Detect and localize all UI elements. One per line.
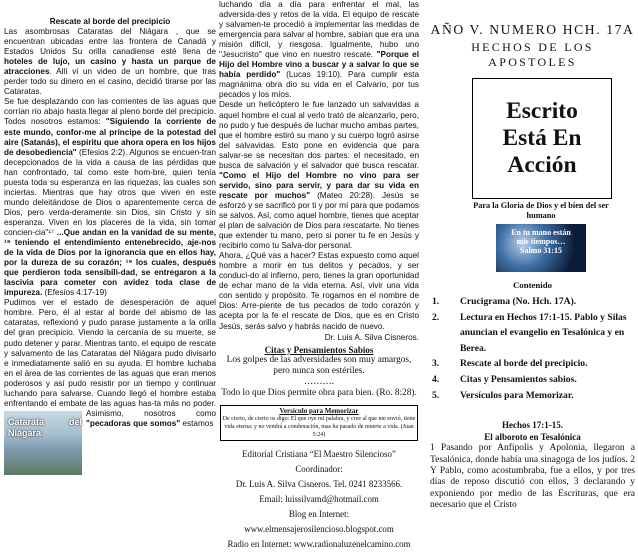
memory-verse-box xyxy=(220,405,418,441)
contact-editorial: Editorial Cristiana “El Maestro Silencioso” Coordinador: xyxy=(242,448,396,474)
left-paragraph-2 xyxy=(4,97,216,298)
middle-paragraph-3: Ahora, ¿Qué vas a hacer? Estas expuesto como aquel hombre a morir en tus delitos y pecados, y ser conduci-do al infierno, pero, tienes la gran oportunidad de echar mano de la vida eterna. Así, vivir una vida con sentido y propósito. Te rogamos en el nombre de Dios: Arre-piente de tus pecados de todo corazón y acepta por la fe el rescate de Dios, que es en Cristo Jesús, serás salvo y habrás nacido de nuevo. xyxy=(219,251,419,331)
left-column xyxy=(4,0,216,475)
toc-number: 1. xyxy=(432,296,440,307)
brand-line: Acción xyxy=(507,152,577,178)
left-paragraph-1 xyxy=(4,27,216,97)
toc-number: 2. xyxy=(432,311,440,323)
toc-text: Rescate al borde del precipicio. xyxy=(460,358,588,370)
acts-ref: Hechos 17:1-15. xyxy=(502,420,563,431)
brand-line: Escrito xyxy=(506,98,578,124)
psalm-photo xyxy=(496,224,586,272)
text-run: (Lucas 19:10). Para cumplir esta magnánima obra dio su vida en el Calvario, por tus pecados y los míos. xyxy=(219,70,419,100)
contact-blog: Blog en Internet: www.elmensajerosilencioso.blogspot.com xyxy=(244,509,394,535)
contact-coordinator: Dr. Luis A. Silva Cisneros. Tel. 0241 8233566. xyxy=(235,478,403,489)
toc-number: 4. xyxy=(432,373,440,385)
left-paragraph-3 xyxy=(4,298,216,438)
quote-separator: ………. xyxy=(303,376,335,387)
memory-verse-title: Versículo para Memorizar xyxy=(279,406,359,415)
text-run: . Allí vi un video de un hombre, que tras perder todo su dinero en el casino, decidió tirarse por las Cataratas. xyxy=(4,67,216,97)
bold-run: hoteles de lujo, un casino y hasta un parque de atracciones xyxy=(4,57,216,77)
article-title: Rescate al borde del precipicio xyxy=(49,17,171,26)
photo-text: En tu mano están xyxy=(511,228,571,237)
publication-brand xyxy=(472,78,612,199)
text-run: estamos xyxy=(180,418,214,428)
text-run: (Efesios 4:17-19) xyxy=(42,288,107,298)
text-run: (Efesios 2:2). Algunos se encuen-tran decepcionados de la vida a causa de las pérdidas que han confrontado, tal como este hom-bre, quien tenía puesta toda su esperanza en las riquezas, las cuales son inciertas. Mientras que hay otros que viven en este mundo deleitándose de Dios o aparentemente cerca de Dios, pero verda-deramente sin Dios, sin Cristo y sin esperanza. Viven en los placeres de la vida, sin tomar concien-cia"¹⁷ xyxy=(4,147,216,237)
acts-reference xyxy=(430,419,635,443)
issue-book: HECHOS DE LOS APOSTOLES xyxy=(471,40,594,69)
brand-line: Está En xyxy=(502,125,582,151)
text-run: Desde un helicóptero le fue lanzado un salvavidas a aquel hombre el cual al verlo trató de alcanzarlo, pero, no pudo y fue después de luchar mucho ambas partes, que el hombre estiró su mano y su cuerpo logró asirse del salvavidas. Esto pone en evidencia que para salvar-se se necesitan dos partes: el necesitado, en busca de salvación y el salvador que busca rescatar. xyxy=(219,100,419,170)
quotes-title: Citas y Pensamientos Sabios xyxy=(264,344,374,355)
text-run: (Mateo 20:28). Jesús se esforzó y se sacrificó por ti y por mí para que podamos se salvos. Así, como aquel hombre, tienes que aceptar el plan de salvación de Dios para rescatarte. No tienes que extender tu mano, pero si poner tu fe en Jesús y recibirlo como tu Salva-dor personal. xyxy=(219,190,419,251)
toc-text: Citas y Pensamientos sabios. xyxy=(460,373,577,385)
photo-text: mis tiempos… xyxy=(516,237,566,246)
toc-item xyxy=(432,310,635,357)
photo-text: Salmo 31:15 xyxy=(520,246,562,255)
middle-paragraph-1 xyxy=(219,0,419,100)
toc-text: Crucigrama (No. Hch. 17A). xyxy=(460,296,577,307)
memory-verse-text: De cierto, de cierto os digo: El que oye mi palabra, y cree al que me envió, tiene vida eterna; y no vendrá a condenación, mas ha pasado de muerte a vida. (Juan 5:24) xyxy=(222,415,416,438)
text-run: Se fue desplazando con las corrientes de las aguas que corrían río abajo hasta llegar al pleno borde del precipicio. Todos nosotros estamos: xyxy=(4,97,216,127)
toc-number: 3. xyxy=(432,358,440,370)
tagline: Para la Gloria de Dios y el bien del ser humano xyxy=(473,201,609,220)
contact-email: Email: luissilvamd@hotmail.com xyxy=(259,493,379,504)
text-run: Las asombrosas Cataratas del Niágara , que se encuentran ubicadas entre las frontera de Canadá y Estados Unidos Su orilla canadiense esté llena de xyxy=(4,27,216,57)
middle-column xyxy=(219,0,419,552)
text-run: luchando día a día para enfrentar el mal, las adversida-des y retos de la vida. El equipo de rescate y salvamen-te procedió a implementar las medidas de emergencia para salvar al hombre, sabían que era una misión difícil, y riesgosa. Igualmente, hubo uno "Jesucristo" que vino en nuestro rescate. xyxy=(219,0,419,60)
bold-run: "Siguiendo la corriente de este mundo, confor-me al príncipe de la potestad del aire (Satanás), el espíritu que ahora opera en los hijos de desobediencia" xyxy=(4,117,216,157)
author-signature: Dr. Luis A. Silva Cisneros. xyxy=(324,332,419,342)
bold-run: "Como el Hijo del Hombre no vino para ser servido, sino para servir, y para dar su vida en rescate por muchos" xyxy=(219,170,419,200)
contact-radio: Radio en Internet: www.radionaluzenelcamino.com xyxy=(227,539,411,550)
image-caption: Catarata del Niágara xyxy=(8,416,82,438)
toc-text: Lectura en Hechos 17:1-15. Pablo y Silas anuncian el evangelio en Tesalónica y en Berea. xyxy=(460,311,627,354)
acts-title: El alboroto en Tesalónica xyxy=(484,432,581,443)
acts-text: 1 Pasando por Anfípolis y Apolonia, llegaron a Tesalónica, donde había una sinagoga de los judíos. 2 Y Pablo, como acostumbraba, fue a ellos, y por tres días de reposo discutió con ellos, 3 declarando y exponiendo por medio de las Escrituras, que era necesario que el Cristo xyxy=(430,443,635,511)
bold-run: "Porque el Hijo del Hombre vino a buscar y a salvar lo que se había perdido" xyxy=(219,50,419,80)
middle-paragraph-2 xyxy=(219,100,419,251)
toc-item xyxy=(432,294,635,310)
quote-1: Los golpes de las adversidades son muy amargos, pero nunca son estériles. xyxy=(226,354,412,376)
bold-run: ...Que andan en la vanidad de su mente, ¹⁸ teniendo el entendimiento entenebrecido, aje-nos de la vida de Dios por la ignorancia que en ellos hay, por la dureza de su corazón; ¹⁹ los cuales, después que perdieron toda sensibili-dad, se entregaron a la lascivia para cometer con avidez toda clase de impureza. xyxy=(4,227,216,298)
right-column xyxy=(430,0,635,512)
toc-text: Versículos para Memorizar. xyxy=(460,389,574,401)
text-run: Pudimos ver el estado de desesperación de aquel hombre. Pero, él al estar al borde del abismo de las cataratas, reflexionó y pudo parase justamente a la orilla del gran precipicio. Viendo la cercanía de su muerte, se pudo detener y parar. Mientras tanto, el equipo de rescate y salvamento de las Cataratas del Niágara pudo divisarlo e inmediatamente salió en su ayuda. El hombre luchaba en el área de las corrientes de las aguas que eran menos poderosos y así pudo resistir por un tiempo y continuar luchando para salvarse. Cuando llegó el hombre estaba enfrentando el embate de las aguas has-ta más no poder. Asimismo, nosotros como xyxy=(4,298,216,418)
issue-number: AÑO V. NUMERO HCH. 17A xyxy=(430,22,635,37)
toc-item xyxy=(432,388,635,404)
bold-run: "pecadoras que somos" xyxy=(86,418,181,428)
toc-item xyxy=(432,372,635,388)
niagara-falls-image xyxy=(4,411,82,475)
contents-title: Contenido xyxy=(512,280,553,290)
quote-2: Todo lo que Dios permite obra para bien. (Ro. 8:28). xyxy=(221,387,417,398)
table-of-contents xyxy=(432,294,635,403)
contact-block xyxy=(219,447,419,552)
toc-number: 5. xyxy=(432,389,440,401)
toc-item xyxy=(432,356,635,372)
